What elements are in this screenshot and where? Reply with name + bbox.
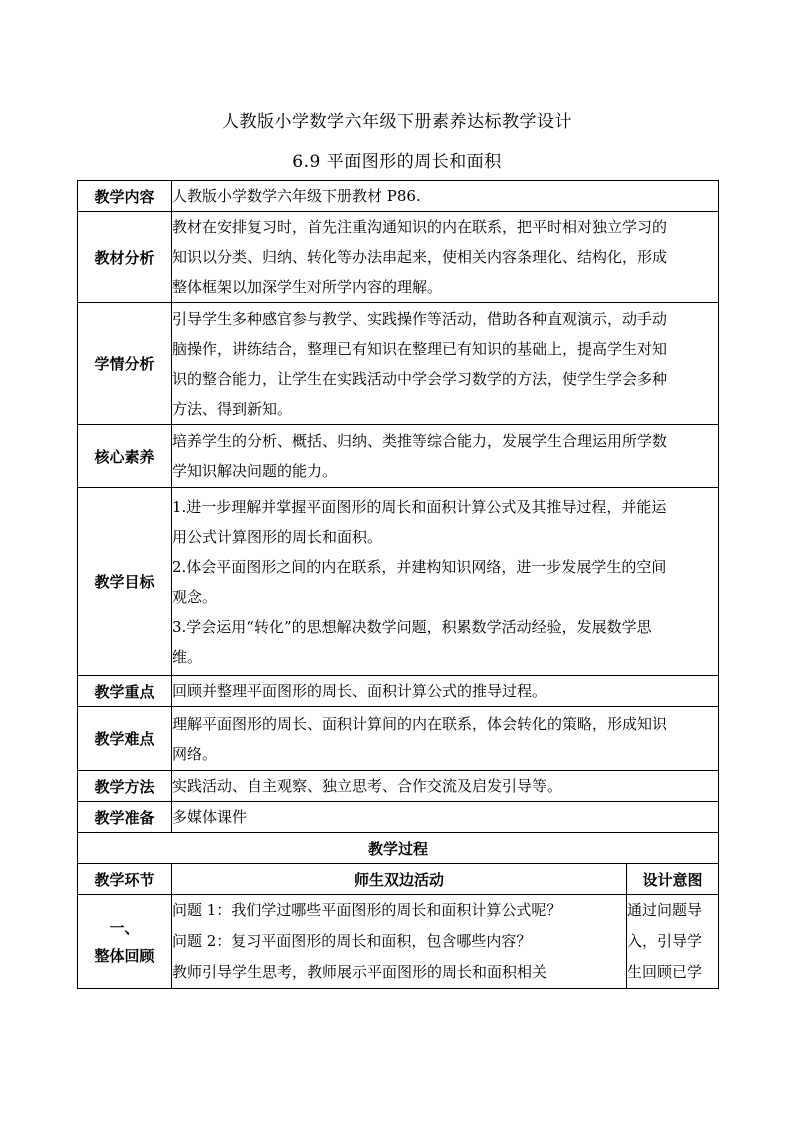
text-line: 入，引导学 [627,932,703,950]
text-line: 知识以分类、归纳、转化等办法串起来，使相关内容条理化、结构化，形成 [172,248,668,266]
row-difficulties [78,707,719,771]
text-line: 方法、得到新知。 [172,399,293,418]
text-line: 教师引导学生思考，教师展示平面图形的周长和面积相关 [172,963,548,981]
value-difficulties [172,707,719,771]
text-line: 教材在安排复习时，首先注重沟通知识的内在联系，把平时相对独立学习的 [172,218,668,236]
label-teaching-content: 教学内容 [78,181,172,212]
text-line: 生回顾已学 [627,963,703,981]
value-teaching-content: 人教版小学数学六年级下册教材 P86. [172,181,719,212]
stage-number: 一、 [109,918,140,937]
column-header-activities: 师生双边活动 [172,864,627,895]
label-student-analysis: 学情分析 [78,303,172,425]
text-line: 引导学生多种感官参与教学、实践操作等活动，借助各种直观演示，动手动 [172,309,668,328]
text-line: 维。 [172,647,203,666]
text-line: 通过问题导 [627,901,703,919]
value-key-points: 回顾并整理平面图形的周长、面积计算公式的推导过程。 [172,676,719,707]
column-header-intent: 设计意图 [627,864,719,895]
process-title: 教学过程 [78,833,719,864]
text-line: 问题 1：我们学过哪些平面图形的周长和面积计算公式呢？ [172,901,562,919]
document-title: 人教版小学数学六年级下册素养达标教学设计 [222,112,572,132]
label-difficulties: 教学难点 [78,707,172,771]
stage-review-activities [172,895,627,989]
text-line: 3.学会运用“转化”的思想解决数学问题，积累数学活动经验，发展数学思 [172,617,652,636]
value-teaching-methods: 实践活动、自主观察、独立思考、合作交流及启发引导等。 [172,771,719,802]
text-line: 1.进一步理解并掌握平面图形的周长和面积计算公式及其推导过程，并能运 [172,497,667,516]
row-core-literacy [78,425,719,488]
text-line: 整体框架以加深学生对所学内容的理解。 [172,278,443,296]
text-line: 培养学生的分析、概括、归纳、类推等综合能力，发展学生合理运用所学数 [172,432,668,450]
row-key-points [78,676,719,707]
label-teaching-methods: 教学方法 [78,771,172,802]
lesson-subtitle: 6.9 平面图形的周长和面积 [292,152,502,172]
row-textbook-analysis [78,212,719,303]
stage-review-intent [627,895,719,989]
text-line: 问题 2：复习平面图形的周长和面积，包含哪些内容？ [172,932,532,950]
text-line: 网络。 [172,744,218,763]
stage-review [78,895,172,989]
row-teaching-content [78,181,719,212]
row-process-columns [78,864,719,895]
label-teaching-preparation: 教学准备 [78,802,172,833]
text-line: 用公式计算图形的周长和面积。 [172,527,383,546]
row-student-analysis [78,303,719,425]
label-core-literacy: 核心素养 [78,425,172,488]
row-teaching-preparation [78,802,719,833]
label-key-points: 教学重点 [78,676,172,707]
row-process-title [78,833,719,864]
column-header-stage: 教学环节 [78,864,172,895]
value-student-analysis [172,303,719,425]
text-line: 2.体会平面图形之间的内在联系，并建构知识网络，进一步发展学生的空间 [172,557,667,576]
text-line: 理解平面图形的周长、面积计算间的内在联系，体会转化的策略，形成知识 [172,714,668,733]
lesson-plan-table [77,180,719,989]
value-core-literacy [172,425,719,488]
stage-name: 整体回顾 [94,946,155,965]
label-teaching-objectives: 教学目标 [78,488,172,676]
value-teaching-objectives [172,488,719,676]
value-teaching-preparation: 多媒体课件 [172,802,719,833]
label-textbook-analysis: 教材分析 [78,212,172,303]
value-textbook-analysis [172,212,719,303]
row-teaching-methods [78,771,719,802]
text-line: 脑操作，讲练结合，整理已有知识在整理已有知识的基础上，提高学生对知 [172,339,668,358]
text-line: 识的整合能力，让学生在实践活动中学会学习数学的方法，使学生学会多种 [172,369,668,388]
row-teaching-objectives [78,488,719,676]
text-line: 学知识解决问题的能力。 [172,462,338,480]
row-stage-review [78,895,719,989]
text-line: 观念。 [172,587,218,606]
